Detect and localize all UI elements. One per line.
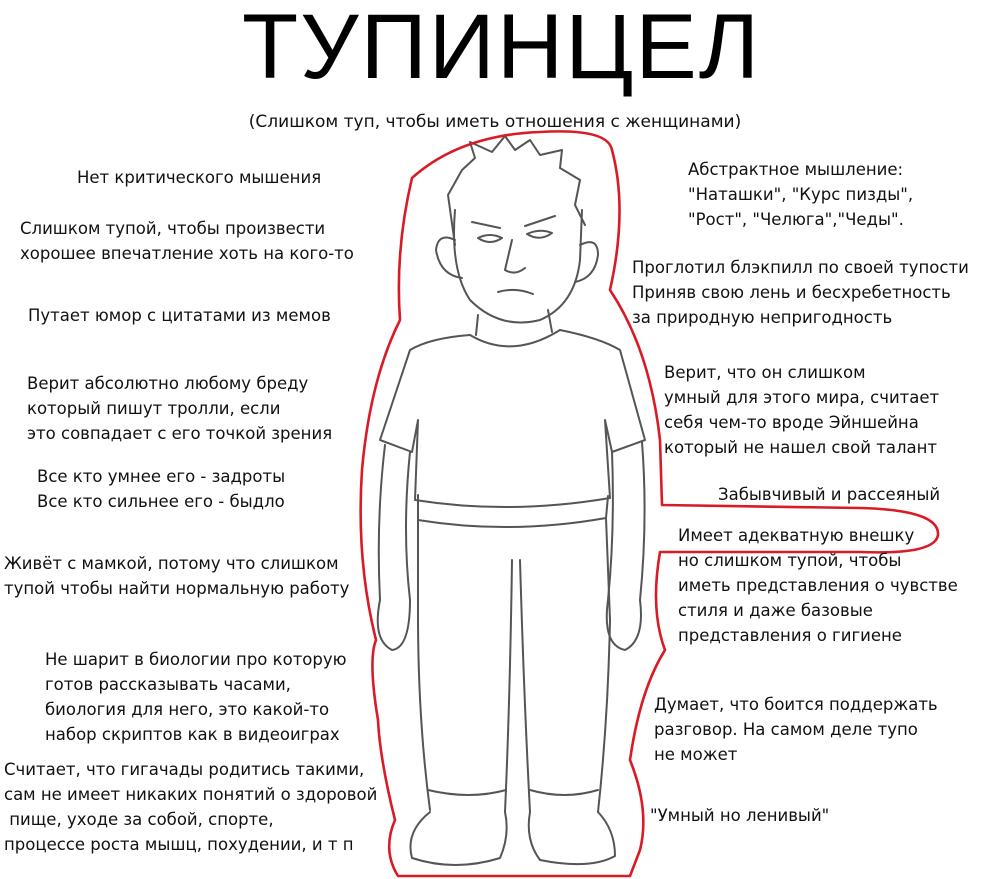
note-afraid-conversation: Думает, что боится поддержать разговор. На самом деле тупо не может <box>654 695 938 764</box>
note-lives-with-mom: Живёт с мамкой, потому что слишком тупой чтобы найти нормальную работу <box>4 554 350 598</box>
right-hand-sketch <box>607 600 641 650</box>
cuffs-sketch <box>428 790 598 795</box>
right-ear-sketch <box>575 242 598 282</box>
belt-sketch <box>418 495 608 527</box>
note-abstract-thinking: Абстрактное мышление: "Наташки", "Курс пизды", "Рост", "Челюга","Чеды". <box>688 160 914 229</box>
note-forgetful: Забывчивый и рассеяный <box>718 485 941 504</box>
left-arm-sketch <box>379 445 410 600</box>
note-biology: Не шарит в биологии про которую готов рассказывать часами, биология для него, это какой-то набор скриптов как в видеоиграх <box>45 650 347 744</box>
note-blackpill: Проглотил блэкпилл по своей тупости Приняв свою лень и бесхребетность за природную непригодность <box>632 258 969 327</box>
left-hand-sketch <box>378 600 410 650</box>
left-shoe-sketch <box>410 812 506 865</box>
shirt-sketch <box>380 330 645 507</box>
brows-sketch <box>472 216 555 228</box>
collar-sketch <box>470 330 560 346</box>
note-adequate-looks: Имеет адекватную внешку <box>678 526 915 545</box>
mouth-sketch <box>498 290 533 294</box>
note-too-dumb-impress: Слишком тупой, чтобы произвести хорошее впечатление хоть на кого-то <box>20 219 354 263</box>
nose-sketch <box>505 240 525 273</box>
eyes-sketch <box>478 231 552 242</box>
note-style-hygiene: но слишком тупой, чтобы иметь представления о чувстве стиля и даже базовые представления о гигиене <box>678 551 958 645</box>
crotch-sketch <box>505 560 530 812</box>
right-shoe-sketch <box>529 812 615 864</box>
note-nerds-jocks: Все кто умнее его - задроты Все кто сильнее его - быдло <box>37 467 286 511</box>
hair-sketch <box>448 136 585 245</box>
page-subtitle: (Слишком туп, чтобы иметь отношения с женщинами) <box>248 112 742 132</box>
note-believes-trolls: Верит абсолютно любому бреду который пишут тролли, если это совпадает с его точкой зрения <box>27 374 333 443</box>
note-humor-memes: Путает юмор с цитатами из мемов <box>28 306 331 325</box>
right-arm-sketch <box>608 442 645 600</box>
pants-sketch <box>418 518 610 812</box>
note-gigachads: Считает, что гигачады родитись такими, сам не имеет никаких понятий о здоровой пище, уходе за собой, спорте, процессе роста мышц, похудении, и т п <box>4 760 378 854</box>
note-no-critical-thinking: Нет критического мышения <box>77 168 322 187</box>
note-too-smart: Верит, что он слишком умный для этого мира, считает себя чем-то вроде Эйншейна который не нашел свой талант <box>664 363 940 457</box>
note-smart-lazy: "Умный но ленивый" <box>650 806 830 825</box>
head-sketch <box>454 210 582 323</box>
page-title: ТУПИНЦЕЛ <box>241 0 762 98</box>
